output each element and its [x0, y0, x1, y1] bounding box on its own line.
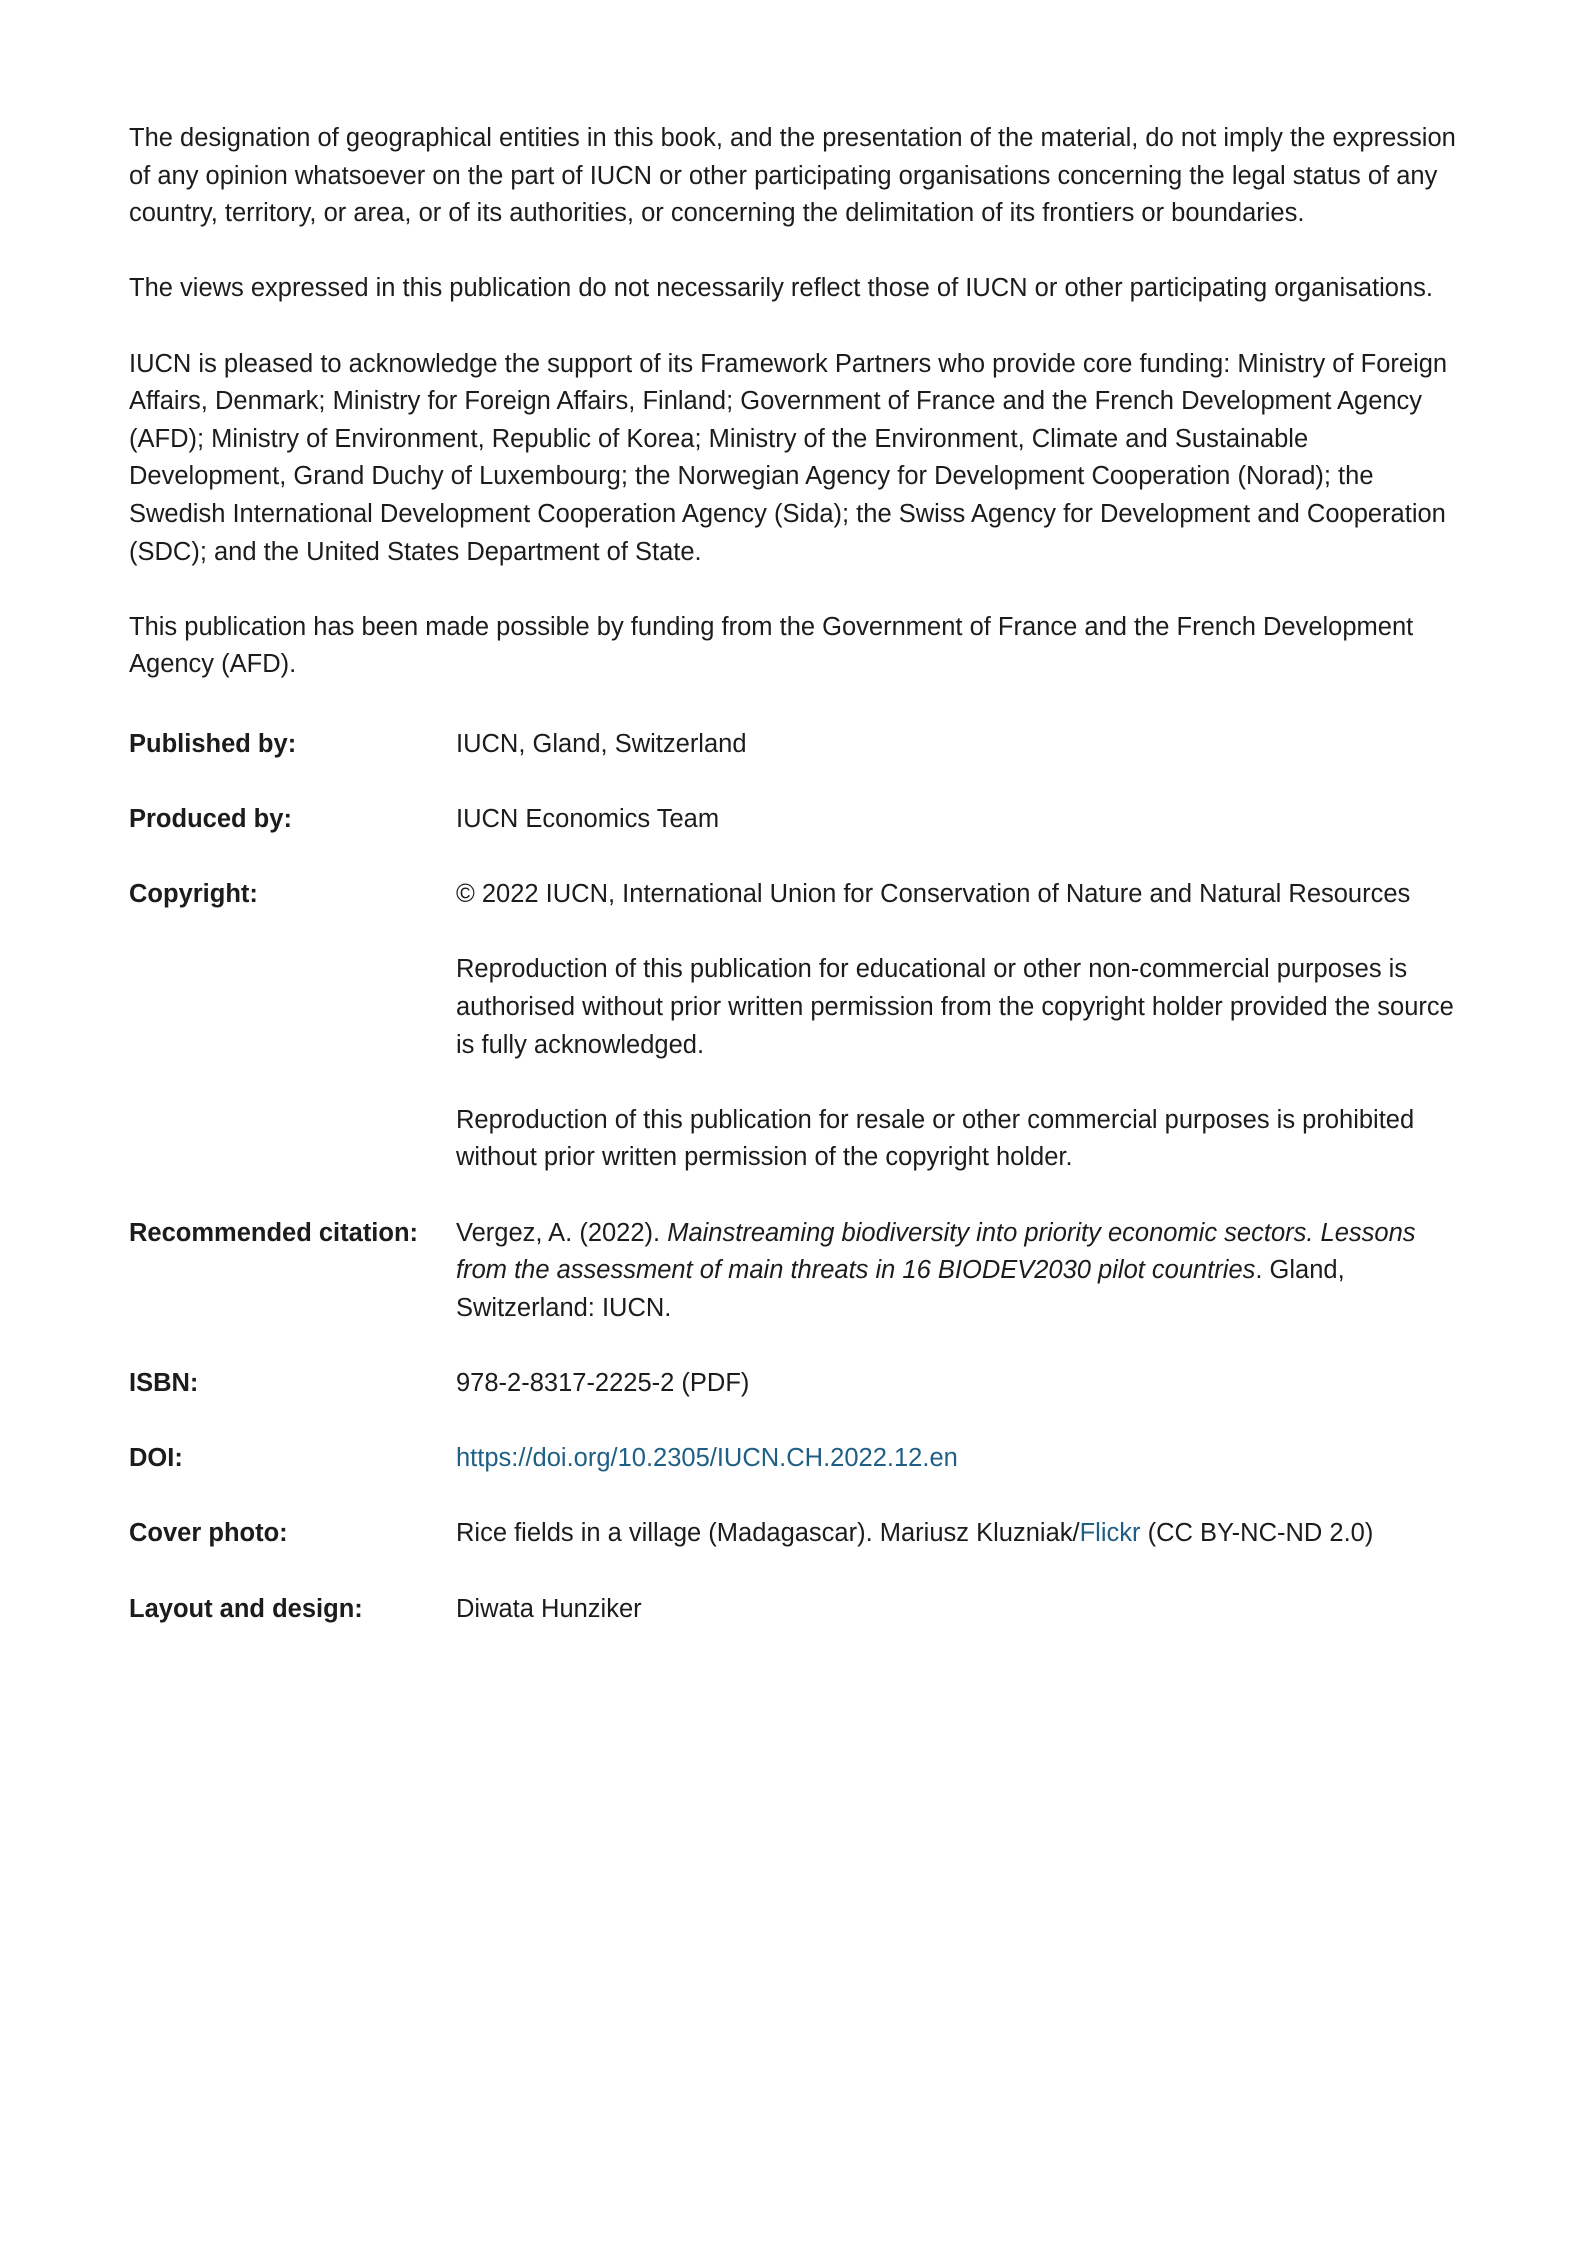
produced-by-label: Produced by: — [129, 805, 292, 834]
isbn-value: 978-2-8317-2225-2 (PDF) — [456, 1369, 750, 1397]
isbn-row — [129, 1365, 1469, 1403]
citation-value — [456, 1215, 1469, 1328]
copyright-statement: © 2022 IUCN, International Union for Conservation of Nature and Natural Resources — [456, 880, 1411, 909]
layout-design-row — [129, 1591, 1469, 1629]
citation-title: Mainstreaming biodiversity into priority economic sectors. Lessons from the assessment of main threats in 16 BIODEV2030 pilot countries — [456, 1218, 1416, 1285]
copyright-row — [129, 876, 1469, 1177]
cover-photo-prefix: Rice fields in a village (Madagascar). Mariusz Kluzniak/ — [456, 1519, 1080, 1548]
doi-row — [129, 1440, 1469, 1478]
layout-design-value: Diwata Hunziker — [456, 1594, 642, 1623]
cover-photo-value — [456, 1515, 1469, 1553]
disclaimer-paragraph: The designation of geographical entities in this book, and the presentation of the material, do not imply the expression of any opinion whatsoever on the part of IUCN or other participating organisations concerning the legal status of any country, territory, or area, or of its authorities, or concerning the delimitation of its frontiers or boundaries. — [129, 124, 1456, 228]
cover-photo-row — [129, 1515, 1469, 1553]
copyright-value-block — [456, 876, 1469, 1177]
citation-author: Vergez, A. (2022). — [456, 1218, 668, 1247]
layout-design-label: Layout and design: — [129, 1594, 363, 1623]
partners-paragraph: IUCN is pleased to acknowledge the support of its Framework Partners who provide core funding: Ministry of Foreign Affairs, Denmark; Ministry for Foreign Affairs, Finland; Government of France and the French Development Agency (AFD); Ministry of Environment, Republic of Korea; Ministry of the Environment, Climate and Sustainable Development, Grand Duchy of Luxembourg; the Norwegian Agency for Development Cooperation (Norad); the Swedish International Development Cooperation Agency (Sida); the Swiss Agency for Development and Cooperation (SDC); and the United States Department of State. — [129, 349, 1448, 566]
published-by-row — [129, 726, 1469, 764]
funding-paragraph: This publication has been made possible by funding from the Government of France and the French Development Agency (AFD). — [129, 612, 1414, 679]
citation-row — [129, 1215, 1469, 1328]
published-by-value: IUCN, Gland, Switzerland — [456, 729, 747, 758]
flickr-link[interactable]: Flickr — [1079, 1519, 1141, 1548]
isbn-label: ISBN: — [129, 1369, 199, 1397]
citation-rest: . Gland, Switzerland: IUCN. — [456, 1256, 1345, 1322]
doi-link[interactable]: https://doi.org/10.2305/IUCN.CH.2022.12.en — [456, 1444, 958, 1473]
cover-photo-label: Cover photo: — [129, 1519, 288, 1548]
published-by-label: Published by: — [129, 729, 297, 758]
produced-by-value: IUCN Economics Team — [456, 805, 720, 834]
copyright-label: Copyright: — [129, 880, 258, 909]
doi-label: DOI: — [129, 1444, 183, 1473]
reproduction-commercial: Reproduction of this publication for resale or other commercial purposes is prohibited without prior written permission of the copyright holder. — [456, 1105, 1415, 1172]
imprint-page — [129, 120, 1469, 1628]
views-paragraph: The views expressed in this publication do not necessarily reflect those of IUCN or other participating organisations. — [129, 274, 1433, 303]
produced-by-row — [129, 801, 1469, 839]
cover-photo-suffix: (CC BY-NC-ND 2.0) — [1140, 1519, 1374, 1548]
citation-label: Recommended citation: — [129, 1218, 419, 1247]
reproduction-noncommercial: Reproduction of this publication for educational or other non-commercial purposes is authorised without prior written permission from the copyright holder provided the source is fully acknowledged. — [456, 955, 1454, 1059]
